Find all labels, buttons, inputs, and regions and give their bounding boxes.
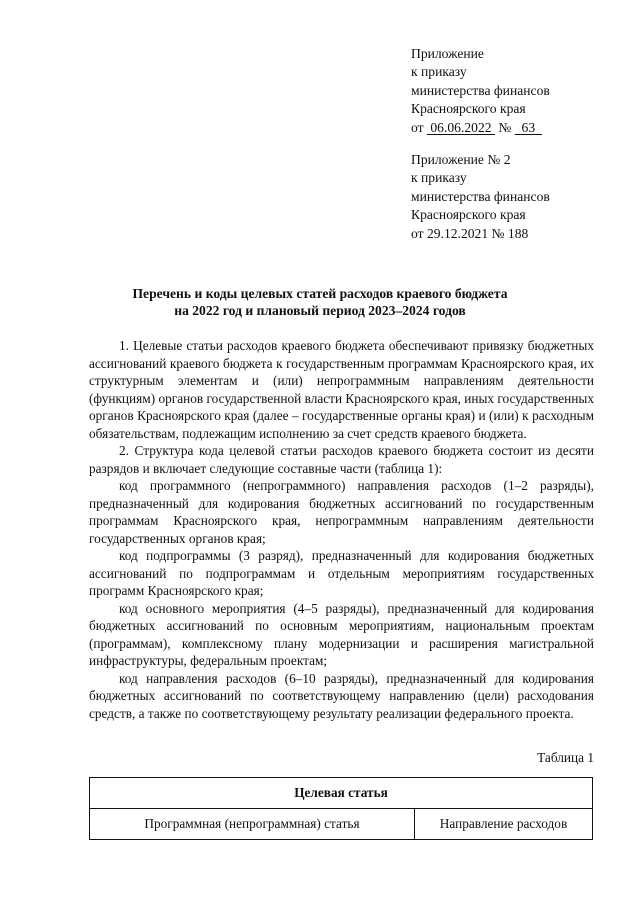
- title-line: Перечень и коды целевых статей расходов краевого бюджета: [132, 286, 508, 301]
- paragraph: 1. Целевые статьи расходов краевого бюджета обеспечивают привязку бюджетных ассигнований краевого бюджета к государственным программам Красноярского края, их структурным элементам и (или) непрограммным направлениям деятельности (функциям) органов государственной власти Красноярского края, иных государственных органов Красноярского края (далее – государственные органы края) и (или) к расходным обязательствам, подлежащим исполнению за счет средств краевого бюджета.: [89, 338, 594, 441]
- appendix-line: от 29.12.2021 № 188: [411, 225, 529, 241]
- appendix-line: министерства финансов: [411, 82, 550, 98]
- table-header-program-article: Программная (непрограммная) статья: [90, 809, 415, 840]
- document-title: [60, 285, 580, 319]
- appendix-line: министерства финансов: [411, 188, 550, 204]
- table-header-expense-direction: Направление расходов: [415, 809, 593, 840]
- appendix-line: Красноярского края: [411, 101, 526, 117]
- date-prefix: от: [411, 119, 424, 135]
- paragraph: код программного (непрограммного) направления расходов (1–2 разряды), предназначенный для кодирования бюджетных ассигнований по государственным программам Красноярского края, непрограммным направлениям деятельности государственных органов края;: [89, 478, 594, 546]
- order-date-line: [411, 119, 550, 137]
- paragraph: код основного мероприятия (4–5 разряды), предназначенный для кодирования бюджетных ассигнований по основным мероприятиям, национальным проектам (программам), комплексному плану модернизации и расширения магистральной инфраструктуры, федеральным проектам;: [89, 600, 594, 668]
- paragraph: 2. Структура кода целевой статьи расходов краевого бюджета состоит из десяти разрядов и включает следующие составные части (таблица 1):: [89, 443, 594, 476]
- appendix-line: Приложение: [411, 46, 484, 61]
- appendix-block-current: [411, 45, 550, 137]
- paragraph: код подпрограммы (3 разряд), предназначенный для кодирования бюджетных ассигнований по подпрограммам и отдельным мероприятиям государственных программ Красноярского края;: [89, 548, 594, 598]
- appendix-line: Приложение № 2: [411, 152, 511, 167]
- table-header-main: Целевая статья: [90, 778, 593, 809]
- appendix-line: к приказу: [411, 64, 467, 80]
- number-sign: №: [498, 119, 512, 135]
- title-line: на 2022 год и плановый период 2023–2024 годов: [174, 303, 466, 318]
- code-structure-table: [89, 777, 593, 840]
- paragraph: код направления расходов (6–10 разряды), предназначенный для кодирования бюджетных ассигнований по соответствующему направлению (цели) расходования средств, а также по соответствующему результату реализации федерального проекта.: [89, 670, 594, 721]
- appendix-line: Красноярского края: [411, 207, 526, 223]
- order-date: 06.06.2022: [430, 119, 492, 135]
- table-caption: Таблица 1: [537, 750, 594, 765]
- document-body: [89, 337, 594, 722]
- order-number: 63: [521, 119, 536, 135]
- appendix-block-original: [411, 151, 550, 243]
- appendix-line: к приказу: [411, 170, 467, 186]
